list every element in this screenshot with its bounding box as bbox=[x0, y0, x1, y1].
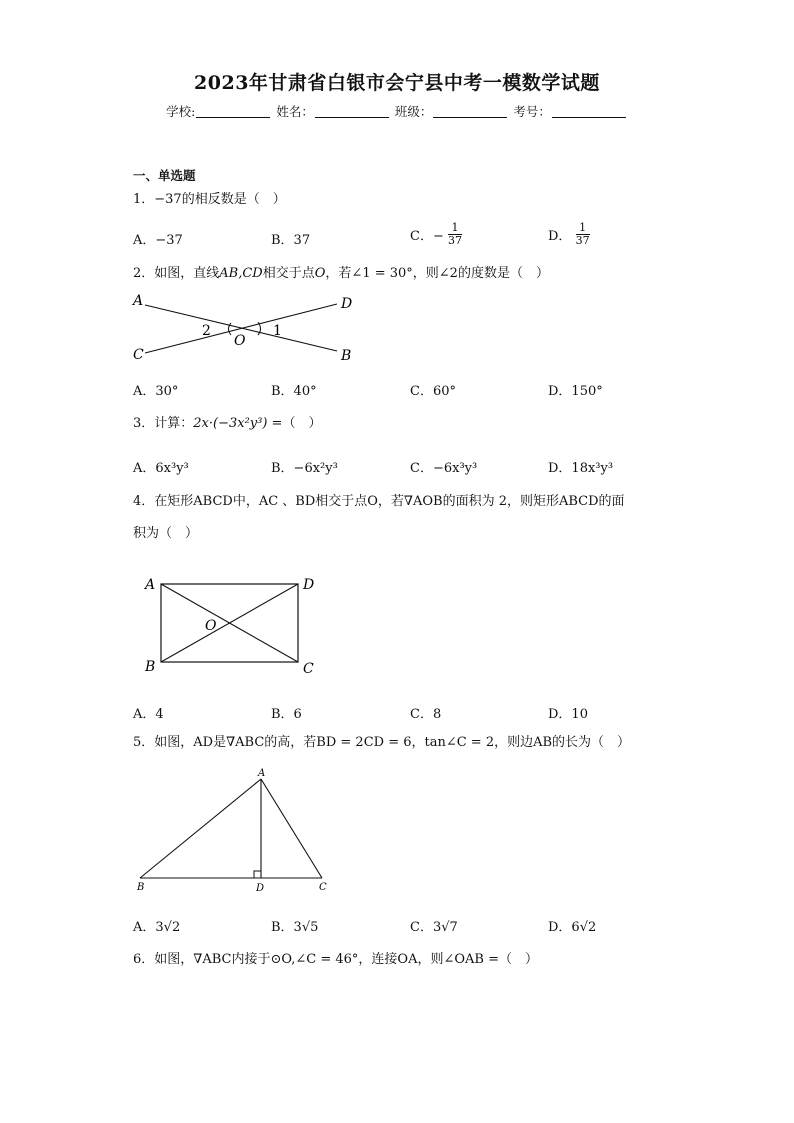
q1-c-denominator: 37 bbox=[447, 234, 462, 247]
question-1-stem: 1．−37的相反数是（ ） bbox=[133, 192, 286, 207]
q4-option-b: B．6 bbox=[271, 707, 302, 722]
q1-d-denominator: 37 bbox=[575, 234, 590, 247]
q5-option-b: B．3√5 bbox=[271, 920, 319, 935]
section-heading: 一、单选题 bbox=[133, 168, 196, 183]
q2-figure bbox=[125, 290, 365, 370]
q5-side-ac bbox=[261, 779, 322, 878]
q3-option-a: A．6x³y³ bbox=[133, 461, 189, 476]
q2-option-a: A．30° bbox=[133, 384, 179, 399]
q4-figure bbox=[138, 570, 328, 680]
q1-c-prefix: C．− bbox=[410, 229, 444, 244]
question-4-stem-line-2: 积为（ ） bbox=[133, 526, 199, 541]
question-3-stem bbox=[133, 414, 673, 434]
student-info bbox=[0, 102, 794, 120]
q1-option-d bbox=[548, 222, 590, 247]
q5-label-d: D bbox=[256, 883, 265, 894]
q5-option-c: C．3√7 bbox=[410, 920, 458, 935]
q4-label-b: B bbox=[145, 659, 156, 675]
name-blank[interactable] bbox=[315, 105, 389, 118]
q2-var-point: O bbox=[314, 266, 326, 281]
q2-text-3: ，若∠1 = 30°，则∠2的度数是（ ） bbox=[325, 266, 549, 281]
q2-label-a: A bbox=[133, 293, 144, 309]
q5-option-d: D．6√2 bbox=[548, 920, 597, 935]
class-label: 班级： bbox=[394, 104, 433, 119]
q4-label-a: A bbox=[145, 577, 156, 593]
q2-text-1: 2．如图，直线 bbox=[133, 266, 220, 281]
q4-label-o: O bbox=[205, 618, 217, 634]
q4-option-d: D．10 bbox=[548, 707, 588, 722]
q1-c-numerator: 1 bbox=[448, 222, 462, 235]
q4-option-c: C．8 bbox=[410, 707, 442, 722]
q5-figure bbox=[132, 764, 337, 896]
q3-option-d: D．18x³y³ bbox=[548, 461, 614, 476]
q3-text-2: （ ） bbox=[282, 416, 322, 431]
page-title: 2023年甘肃省白银市会宁县中考一模数学试题 bbox=[194, 72, 600, 94]
q1-d-prefix: D． bbox=[548, 229, 572, 244]
q2-label-c: C bbox=[133, 347, 144, 363]
q2-option-b: B．40° bbox=[271, 384, 317, 399]
question-2-stem bbox=[133, 264, 673, 284]
q2-option-c: C．60° bbox=[410, 384, 456, 399]
q3-expression: 2x·(−3x²y³) = bbox=[193, 416, 283, 431]
q4-label-d: D bbox=[303, 577, 315, 593]
school-label: 学校: bbox=[166, 104, 196, 119]
q5-option-a: A．3√2 bbox=[133, 920, 181, 935]
q2-var-lines: AB,CD bbox=[219, 266, 263, 281]
exam-no-label: 考号： bbox=[513, 104, 551, 119]
q2-label-o: O bbox=[234, 333, 246, 349]
school-blank[interactable] bbox=[196, 105, 270, 118]
q2-label-b: B bbox=[341, 348, 352, 364]
name-label: 姓名： bbox=[276, 104, 314, 119]
question-5-stem: 5．如图，AD是∇ABC的高，若BD = 2CD = 6，tan∠C = 2，则边AB的长为（ ） bbox=[133, 735, 631, 750]
q2-option-d: D．150° bbox=[548, 384, 603, 399]
q1-d-fraction bbox=[576, 222, 590, 247]
q1-option-c bbox=[410, 222, 462, 247]
question-4-stem-line-1: 4．在矩形ABCD中，AC 、BD相交于点O，若∇AOB的面积为 2，则矩形ABCD的面 bbox=[133, 494, 625, 509]
q1-option-b: B．37 bbox=[271, 233, 311, 248]
q5-label-a: A bbox=[258, 768, 266, 779]
q5-right-angle-mark bbox=[254, 871, 261, 878]
q3-option-b: B．−6x²y³ bbox=[271, 461, 338, 476]
q3-text-1: 3．计算： bbox=[133, 416, 194, 431]
q1-option-a: A．−37 bbox=[133, 233, 183, 248]
q2-label-angle-2: 2 bbox=[202, 323, 211, 339]
q5-label-b: B bbox=[137, 882, 145, 893]
q5-side-ab bbox=[140, 779, 261, 878]
q4-label-c: C bbox=[303, 661, 314, 677]
class-blank[interactable] bbox=[433, 105, 507, 118]
q4-option-a: A．4 bbox=[133, 707, 164, 722]
question-6-stem: 6．如图，∇ABC内接于⊙O,∠C = 46°，连接OA，则∠OAB =（ ） bbox=[133, 952, 538, 967]
q5-label-c: C bbox=[319, 882, 327, 893]
exam-no-blank[interactable] bbox=[552, 105, 626, 118]
q2-text-2: 相交于点 bbox=[262, 266, 315, 281]
q2-label-d: D bbox=[341, 296, 353, 312]
q3-option-c: C．−6x³y³ bbox=[410, 461, 478, 476]
q2-label-angle-1: 1 bbox=[273, 323, 282, 339]
q1-c-fraction bbox=[448, 222, 462, 247]
q1-d-numerator: 1 bbox=[576, 222, 590, 235]
